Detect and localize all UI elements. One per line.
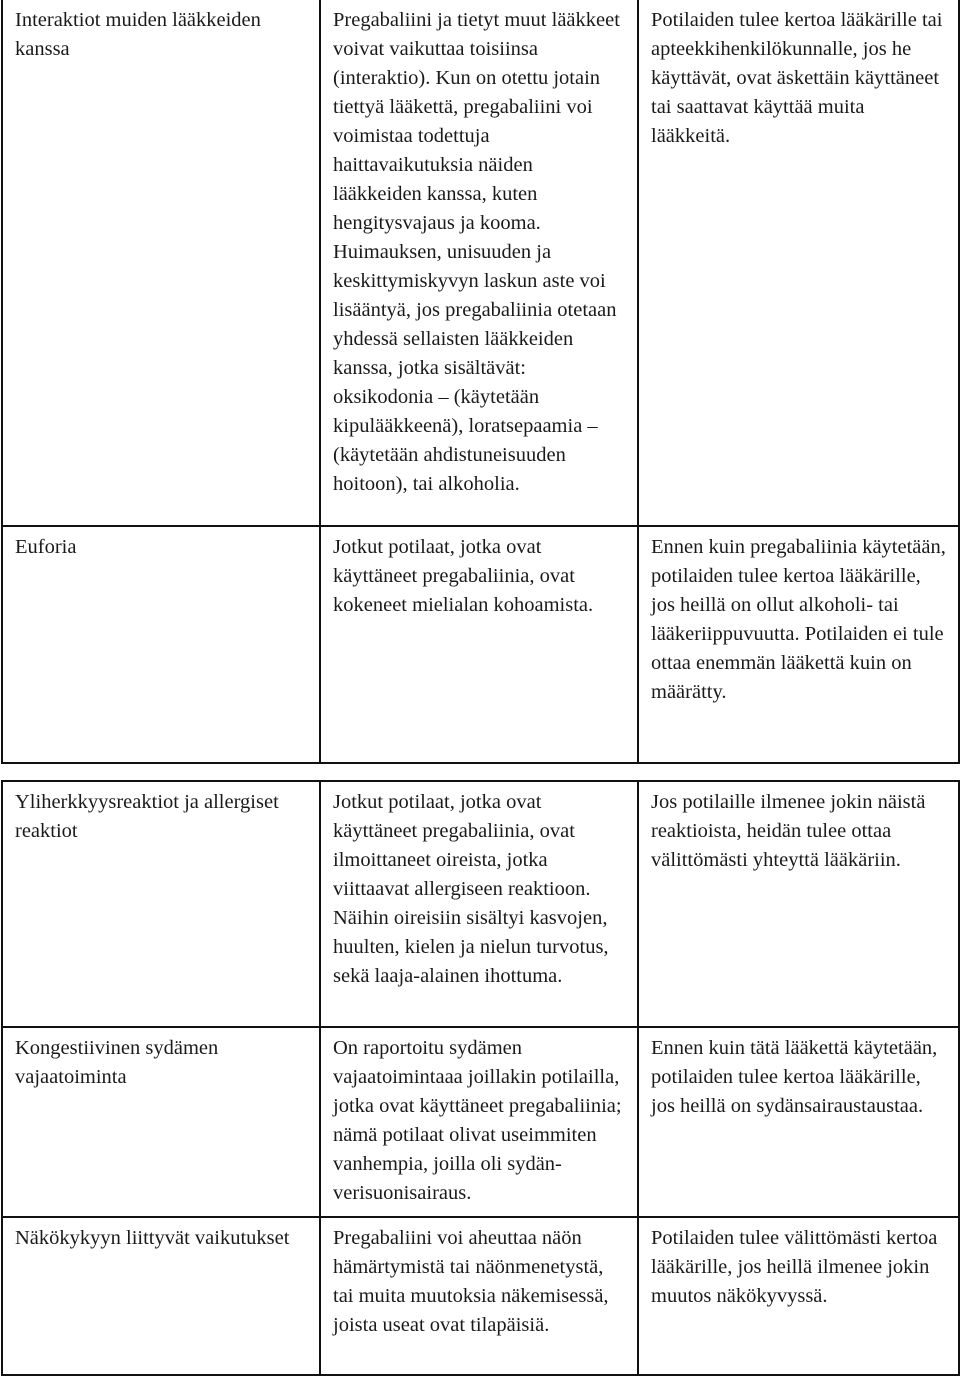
description-cell: Pregabaliini ja tietyt muut lääkkeet voivat vaikuttaa toisiinsa (interaktio). Kun on otettu jotain tiettyä lääkettä, pregabaliini voi voimistaa todettuja haittavaikutuksia näiden lääkkeiden kanssa, kuten hengitysvajaus ja kooma. Huimauksen, unisuuden ja keskittymiskyvyn laskun aste voi lisääntyä, jos pregabaliinia otetaan yhdessä sellaisten lääkkeiden kanssa, jotka sisältävät: oksikodonia – (käytetään kipulääkkeenä), loratsepaamia –(käytetään ahdistuneisuuden hoitoon), tai alkoholia. — [320, 0, 638, 526]
advice-cell: Ennen kuin tätä lääkettä käytetään, potilaiden tulee kertoa lääkärille, jos heillä on sydänsairaustaustaa. — [638, 1027, 959, 1217]
description-cell: Pregabaliini voi aheuttaa näön hämärtymistä tai näönmenetystä, tai muita muutoksia näkemisessä, joista useat ovat tilapäisiä. — [320, 1217, 638, 1375]
advice-cell: Potilaiden tulee kertoa lääkärille tai apteekkihenkilökunnalle, jos he käyttävät, ovat äskettäin käyttäneet tai saattavat käyttää muita lääkkeitä. — [638, 0, 959, 526]
description-cell: Jotkut potilaat, jotka ovat käyttäneet pregabaliinia, ovat kokeneet mielialan kohoamista. — [320, 526, 638, 763]
effect-cell: Näkökykyyn liittyvät vaikutukset — [2, 1217, 320, 1375]
table-row — [2, 1027, 959, 1217]
advice-cell: Ennen kuin pregabaliinia käytetään, potilaiden tulee kertoa lääkärille, jos heillä on ollut alkoholi- tai lääkeriippuvuutta. Potilaiden ei tule ottaa enemmän lääkettä kuin on määrätty. — [638, 526, 959, 763]
advice-cell: Potilaiden tulee välittömästi kertoa lääkärille, jos heillä ilmenee jokin muutos näkökyvyssä. — [638, 1217, 959, 1375]
effect-cell: Yliherkkyysreaktiot ja allergiset reaktiot — [2, 781, 320, 1027]
effect-cell: Interaktiot muiden lääkkeiden kanssa — [2, 0, 320, 526]
description-cell: On raportoitu sydämen vajaatoimintaaa joillakin potilailla, jotka ovat käyttäneet pregabaliinia; nämä potilaat olivat useimmiten vanhempia, joilla oli sydän-verisuonisairaus. — [320, 1027, 638, 1217]
side-effects-table-part-2 — [1, 780, 960, 1376]
table-row — [2, 1217, 959, 1375]
table-row — [2, 526, 959, 763]
advice-cell: Jos potilaille ilmenee jokin näistä reaktioista, heidän tulee ottaa välittömästi yhteyttä lääkäriin. — [638, 781, 959, 1027]
effect-cell: Kongestiivinen sydämen vajaatoiminta — [2, 1027, 320, 1217]
side-effects-table-part-1 — [1, 0, 960, 764]
table-row — [2, 781, 959, 1027]
table-row — [2, 0, 959, 526]
effect-cell: Euforia — [2, 526, 320, 763]
description-cell: Jotkut potilaat, jotka ovat käyttäneet pregabaliinia, ovat ilmoittaneet oireista, jotka viittaavat allergiseen reaktioon. Näihin oireisiin sisältyi kasvojen, huulten, kielen ja nielun turvotus, sekä laaja-alainen ihottuma. — [320, 781, 638, 1027]
